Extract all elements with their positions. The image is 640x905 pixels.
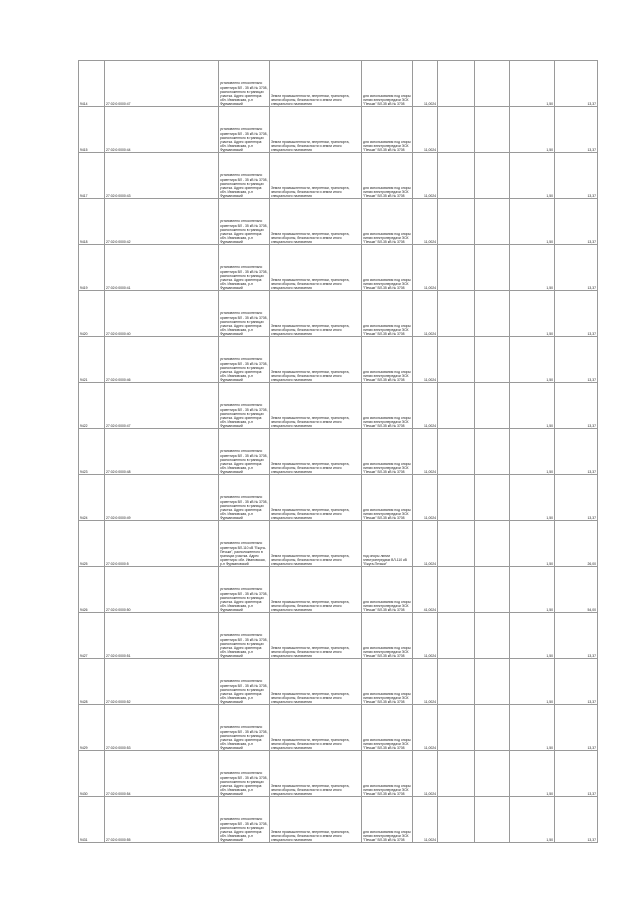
cadastral-number-cell: 27:02:0:0000:41 [105, 245, 219, 291]
location-cell: установлено относительно ориентира ВЛ - 35 кВ № 3708, расположенного в границах участка. Адрес ориентира: обл. Ивановская, р-н Фурмановский [219, 705, 270, 751]
row-number-cell: 9417 [79, 153, 105, 199]
permitted-use-cell: для использования под опоры линии электропередачи ЭСК "Печьки" ВЛ-35 кВ № 3708 [362, 613, 413, 659]
table-row [79, 751, 598, 797]
area-cell: 11,0024 [413, 797, 438, 843]
rate-cell: 1,50 [510, 475, 555, 521]
row-number-cell: 9420 [79, 291, 105, 337]
table-body [79, 61, 598, 843]
rate-cell: 1,50 [510, 107, 555, 153]
permitted-use-cell: под опоры линии электропередачи ВЛ-110 кВ "Ежуга-Печьки" [362, 521, 413, 567]
land-category-cell: Земли промышленности, энергетики, транспорта, земли обороны, безопасности и земли иного специального назначения [270, 751, 362, 797]
rate-cell: 1,50 [510, 383, 555, 429]
amount-cell: 13,37 [555, 751, 598, 797]
land-category-cell: Земли промышленности, энергетики, транспорта, земли обороны, безопасности и земли иного специального назначения [270, 383, 362, 429]
land-category-cell: Земли промышленности, энергетики, транспорта, земли обороны, безопасности и земли иного специального назначения [270, 337, 362, 383]
empty-cell [438, 337, 475, 383]
land-category-cell: Земли промышленности, энергетики, транспорта, земли обороны, безопасности и земли иного специального назначения [270, 429, 362, 475]
amount-cell: 13,37 [555, 245, 598, 291]
rate-cell: 1,50 [510, 199, 555, 245]
cadastral-number-cell: 27:02:0:0000:40 [105, 291, 219, 337]
empty-cell [475, 337, 510, 383]
cadastral-number-cell: 27:02:0:0000:53 [105, 705, 219, 751]
land-category-cell: Земли промышленности, энергетики, транспорта, земли обороны, безопасности и земли иного специального назначения [270, 659, 362, 705]
amount-cell: 13,37 [555, 61, 598, 107]
table-row [79, 613, 598, 659]
area-cell: 11,0024 [413, 475, 438, 521]
cadastral-number-cell: 27:02:0:0000:43 [105, 153, 219, 199]
amount-cell: 13,37 [555, 797, 598, 843]
empty-cell [475, 153, 510, 199]
location-cell: установлено относительно ориентира ВЛ - 35 кВ № 3708, расположенного в границах участка. Адрес ориентира: обл. Ивановская, р-н Фурмановский [219, 153, 270, 199]
area-cell: 11,0024 [413, 153, 438, 199]
empty-cell [438, 613, 475, 659]
empty-cell [438, 153, 475, 199]
table-row [79, 199, 598, 245]
row-number-cell: 9414 [79, 61, 105, 107]
empty-cell [438, 199, 475, 245]
area-cell: 11,0024 [413, 659, 438, 705]
cadastral-number-cell: 27:02:0:0000:51 [105, 613, 219, 659]
empty-cell [475, 383, 510, 429]
location-cell: установлено относительно ориентира ВЛ-110 кВ "Ежуга-Печьки", расположенного в границах участка. Адрес ориентира: обл. Ивановская, р-н Фурмановский [219, 521, 270, 567]
table-row [79, 291, 598, 337]
area-cell: 41,0024 [413, 567, 438, 613]
land-category-cell: Земли промышленности, энергетики, транспорта, земли обороны, безопасности и земли иного специального назначения [270, 291, 362, 337]
rate-cell: 1,50 [510, 751, 555, 797]
area-cell: 11,0024 [413, 291, 438, 337]
permitted-use-cell: для использования под опоры линии электропередачи ЭСК "Печьки" ВЛ-35 кВ № 3708 [362, 199, 413, 245]
area-cell: 11,0024 [413, 429, 438, 475]
area-cell: 11,0024 [413, 199, 438, 245]
empty-cell [475, 107, 510, 153]
rate-cell: 1,50 [510, 705, 555, 751]
table-row [79, 107, 598, 153]
land-plots-table [78, 60, 598, 843]
empty-cell [475, 291, 510, 337]
table-row [79, 521, 598, 567]
location-cell: установлено относительно ориентира ВЛ - 35 кВ № 3708, расположенного в границах участка. Адрес ориентира: обл. Ивановская, р-н Фурмановский [219, 567, 270, 613]
permitted-use-cell: для использования под опоры линии электропередачи ЭСК "Печьки" ВЛ-35 кВ № 3708 [362, 659, 413, 705]
area-cell: 11,0024 [413, 383, 438, 429]
table-row [79, 383, 598, 429]
row-number-cell: 9424 [79, 475, 105, 521]
area-cell: 11,0024 [413, 751, 438, 797]
cadastral-number-cell: 27:02:0:0000:50 [105, 567, 219, 613]
land-category-cell: Земли промышленности, энергетики, транспорта, земли обороны, безопасности и земли иного специального назначения [270, 61, 362, 107]
area-cell: 11,0024 [413, 521, 438, 567]
location-cell: установлено относительно ориентира ВЛ - 35 кВ № 3708, расположенного в границах участка. Адрес ориентира: обл. Ивановская, р-н Фурмановский [219, 613, 270, 659]
row-number-cell: 9423 [79, 429, 105, 475]
cadastral-number-cell: 27:02:0:0000:46 [105, 337, 219, 383]
row-number-cell: 9419 [79, 245, 105, 291]
row-number-cell: 9422 [79, 383, 105, 429]
cadastral-number-cell: 27:02:0:0000:42 [105, 199, 219, 245]
cadastral-number-cell: 27:02:0:0000:44 [105, 107, 219, 153]
area-cell: 11,0024 [413, 705, 438, 751]
row-number-cell: 9430 [79, 751, 105, 797]
amount-cell: 13,37 [555, 705, 598, 751]
empty-cell [475, 797, 510, 843]
amount-cell: 54,00 [555, 567, 598, 613]
location-cell: установлено относительно ориентира ВЛ - 35 кВ № 3708, расположенного в границах участка. Адрес ориентира: обл. Ивановская, р-н Фурмановский [219, 475, 270, 521]
area-cell: 11,0024 [413, 107, 438, 153]
land-category-cell: Земли промышленности, энергетики, транспорта, земли обороны, безопасности и земли иного специального назначения [270, 797, 362, 843]
rate-cell: 1,50 [510, 245, 555, 291]
row-number-cell: 9427 [79, 613, 105, 659]
cadastral-number-cell: 27:02:0:0000:48 [105, 429, 219, 475]
location-cell: установлено относительно ориентира ВЛ - 35 кВ № 3708, расположенного в границах участка. Адрес ориентира: обл. Ивановская, р-н Фурмановский [219, 199, 270, 245]
row-number-cell: 9418 [79, 199, 105, 245]
empty-cell [475, 245, 510, 291]
rate-cell: 1,50 [510, 613, 555, 659]
table-row [79, 705, 598, 751]
empty-cell [438, 705, 475, 751]
area-cell: 11,0024 [413, 337, 438, 383]
empty-cell [438, 383, 475, 429]
empty-cell [438, 751, 475, 797]
permitted-use-cell: для использования под опоры линии электропередачи ЭСК "Печьки" ВЛ-35 кВ № 3708 [362, 429, 413, 475]
table-row [79, 429, 598, 475]
amount-cell: 13,37 [555, 429, 598, 475]
empty-cell [475, 705, 510, 751]
table-row [79, 153, 598, 199]
permitted-use-cell: для использования под опоры линии электропередачи ЭСК "Печьки" ВЛ-35 кВ № 3708 [362, 705, 413, 751]
permitted-use-cell: для использования под опоры линии электропередачи ЭСК "Печьки" ВЛ-35 кВ № 3708 [362, 475, 413, 521]
rate-cell: 1,50 [510, 429, 555, 475]
amount-cell: 13,37 [555, 337, 598, 383]
empty-cell [475, 659, 510, 705]
row-number-cell: 9426 [79, 567, 105, 613]
location-cell: установлено относительно ориентира ВЛ - 35 кВ № 3708, расположенного в границах участка. Адрес ориентира: обл. Ивановская, р-н Фурмановский [219, 245, 270, 291]
table-row [79, 659, 598, 705]
location-cell: установлено относительно ориентира ВЛ - 35 кВ № 3708, расположенного в границах участка. Адрес ориентира: обл. Ивановская, р-н Фурмановский [219, 751, 270, 797]
land-category-cell: Земли промышленности, энергетики, транспорта, земли обороны, безопасности и земли иного специального назначения [270, 153, 362, 199]
table-row [79, 475, 598, 521]
amount-cell: 13,37 [555, 475, 598, 521]
cadastral-number-cell: 27:02:0:0000:5 [105, 521, 219, 567]
location-cell: установлено относительно ориентира ВЛ - 35 кВ № 3708, расположенного в границах участка. Адрес ориентира: обл. Ивановская, р-н Фурмановский [219, 429, 270, 475]
empty-cell [475, 199, 510, 245]
empty-cell [438, 567, 475, 613]
cadastral-number-cell: 27:02:0:0000:47 [105, 61, 219, 107]
permitted-use-cell: для использования под опоры линии электропередачи ЭСК "Печьки" ВЛ-35 кВ № 3708 [362, 153, 413, 199]
amount-cell: 26,00 [555, 521, 598, 567]
rate-cell: 1,50 [510, 153, 555, 199]
empty-cell [475, 521, 510, 567]
land-category-cell: Земли промышленности, энергетики, транспорта, земли обороны, безопасности и земли иного специального назначения [270, 107, 362, 153]
location-cell: установлено относительно ориентира ВЛ - 35 кВ № 3708, расположенного в границах участка. Адрес ориентира: обл. Ивановская, р-н Фурмановский [219, 797, 270, 843]
empty-cell [438, 659, 475, 705]
amount-cell: 13,37 [555, 107, 598, 153]
land-category-cell: Земли промышленности, энергетики, транспорта, земли обороны, безопасности и земли иного специального назначения [270, 475, 362, 521]
empty-cell [475, 475, 510, 521]
permitted-use-cell: для использования под опоры линии электропередачи ЭСК "Печьки" ВЛ-35 кВ № 3708 [362, 567, 413, 613]
empty-cell [438, 107, 475, 153]
permitted-use-cell: для использования под опоры линии электропередачи ЭСК "Печьки" ВЛ-35 кВ № 3708 [362, 797, 413, 843]
row-number-cell: 9425 [79, 521, 105, 567]
permitted-use-cell: для использования под опоры линии электропередачи ЭСК "Печьки" ВЛ-35 кВ № 3708 [362, 751, 413, 797]
amount-cell: 13,37 [555, 659, 598, 705]
amount-cell: 13,37 [555, 613, 598, 659]
row-number-cell: 9428 [79, 659, 105, 705]
rate-cell: 1,50 [510, 61, 555, 107]
empty-cell [438, 61, 475, 107]
amount-cell: 13,37 [555, 199, 598, 245]
amount-cell: 13,37 [555, 383, 598, 429]
empty-cell [475, 61, 510, 107]
empty-cell [438, 797, 475, 843]
empty-cell [438, 475, 475, 521]
land-category-cell: Земли промышленности, энергетики, транспорта, земли обороны, безопасности и земли иного специального назначения [270, 199, 362, 245]
rate-cell: 1,50 [510, 337, 555, 383]
empty-cell [475, 751, 510, 797]
land-category-cell: Земли промышленности, энергетики, транспорта, земли обороны, безопасности и земли иного специального назначения [270, 567, 362, 613]
row-number-cell: 9421 [79, 337, 105, 383]
permitted-use-cell: для использования под опоры линии электропередачи ЭСК "Печьки" ВЛ-35 кВ № 3708 [362, 383, 413, 429]
table-row [79, 337, 598, 383]
rate-cell: 1,50 [510, 521, 555, 567]
cadastral-number-cell: 27:02:0:0000:47 [105, 383, 219, 429]
permitted-use-cell: для использования под опоры линии электропередачи ЭСК "Печьки" ВЛ-35 кВ № 3708 [362, 61, 413, 107]
permitted-use-cell: для использования под опоры линии электропередачи ЭСК "Печьки" ВЛ-35 кВ № 3708 [362, 107, 413, 153]
land-category-cell: Земли промышленности, энергетики, транспорта, земли обороны, безопасности и земли иного специального назначения [270, 613, 362, 659]
cadastral-number-cell: 27:02:0:0000:52 [105, 659, 219, 705]
rate-cell: 1,50 [510, 659, 555, 705]
land-category-cell: Земли промышленности, энергетики, транспорта, земли обороны, безопасности и земли иного специального назначения [270, 705, 362, 751]
permitted-use-cell: для использования под опоры линии электропередачи ЭСК "Печьки" ВЛ-35 кВ № 3708 [362, 245, 413, 291]
empty-cell [475, 429, 510, 475]
location-cell: установлено относительно ориентира ВЛ - 35 кВ № 3708, расположенного в границах участка. Адрес ориентира: обл. Ивановская, р-н Фурмановский [219, 61, 270, 107]
rate-cell: 1,50 [510, 797, 555, 843]
rate-cell: 1,50 [510, 291, 555, 337]
table-row [79, 245, 598, 291]
row-number-cell: 9429 [79, 705, 105, 751]
rate-cell: 1,50 [510, 567, 555, 613]
row-number-cell: 9431 [79, 797, 105, 843]
empty-cell [475, 613, 510, 659]
cadastral-number-cell: 27:02:0:0000:54 [105, 751, 219, 797]
location-cell: установлено относительно ориентира ВЛ - 35 кВ № 3708, расположенного в границах участка. Адрес ориентира: обл. Ивановская, р-н Фурмановский [219, 659, 270, 705]
empty-cell [475, 567, 510, 613]
permitted-use-cell: для использования под опоры линии электропередачи ЭСК "Печьки" ВЛ-35 кВ № 3708 [362, 337, 413, 383]
empty-cell [438, 245, 475, 291]
empty-cell [438, 521, 475, 567]
amount-cell: 13,37 [555, 153, 598, 199]
row-number-cell: 9415 [79, 107, 105, 153]
land-category-cell: Земли промышленности, энергетики, транспорта, земли обороны, безопасности и земли иного специального назначения [270, 521, 362, 567]
permitted-use-cell: для использования под опоры линии электропередачи ЭСК "Печьки" ВЛ-35 кВ № 3708 [362, 291, 413, 337]
location-cell: установлено относительно ориентира ВЛ - 35 кВ № 3708, расположенного в границах участка. Адрес ориентира: обл. Ивановская, р-н Фурмановский [219, 383, 270, 429]
area-cell: 11,0024 [413, 245, 438, 291]
empty-cell [438, 429, 475, 475]
location-cell: установлено относительно ориентира ВЛ - 35 кВ № 3708, расположенного в границах участка. Адрес ориентира: обл. Ивановская, р-н Фурмановский [219, 337, 270, 383]
land-category-cell: Земли промышленности, энергетики, транспорта, земли обороны, безопасности и земли иного специального назначения [270, 245, 362, 291]
cadastral-number-cell: 27:02:0:0000:55 [105, 797, 219, 843]
table-row [79, 61, 598, 107]
area-cell: 11,0024 [413, 61, 438, 107]
table-row [79, 567, 598, 613]
empty-cell [438, 291, 475, 337]
cadastral-number-cell: 27:02:0:0000:49 [105, 475, 219, 521]
location-cell: установлено относительно ориентира ВЛ - 35 кВ № 3708, расположенного в границах участка. Адрес ориентира: обл. Ивановская, р-н Фурмановский [219, 291, 270, 337]
area-cell: 11,0024 [413, 613, 438, 659]
table-row [79, 797, 598, 843]
amount-cell: 13,37 [555, 291, 598, 337]
location-cell: установлено относительно ориентира ВЛ - 35 кВ № 3708, расположенного в границах участка. Адрес ориентира: обл. Ивановская, р-н Фурмановский [219, 107, 270, 153]
